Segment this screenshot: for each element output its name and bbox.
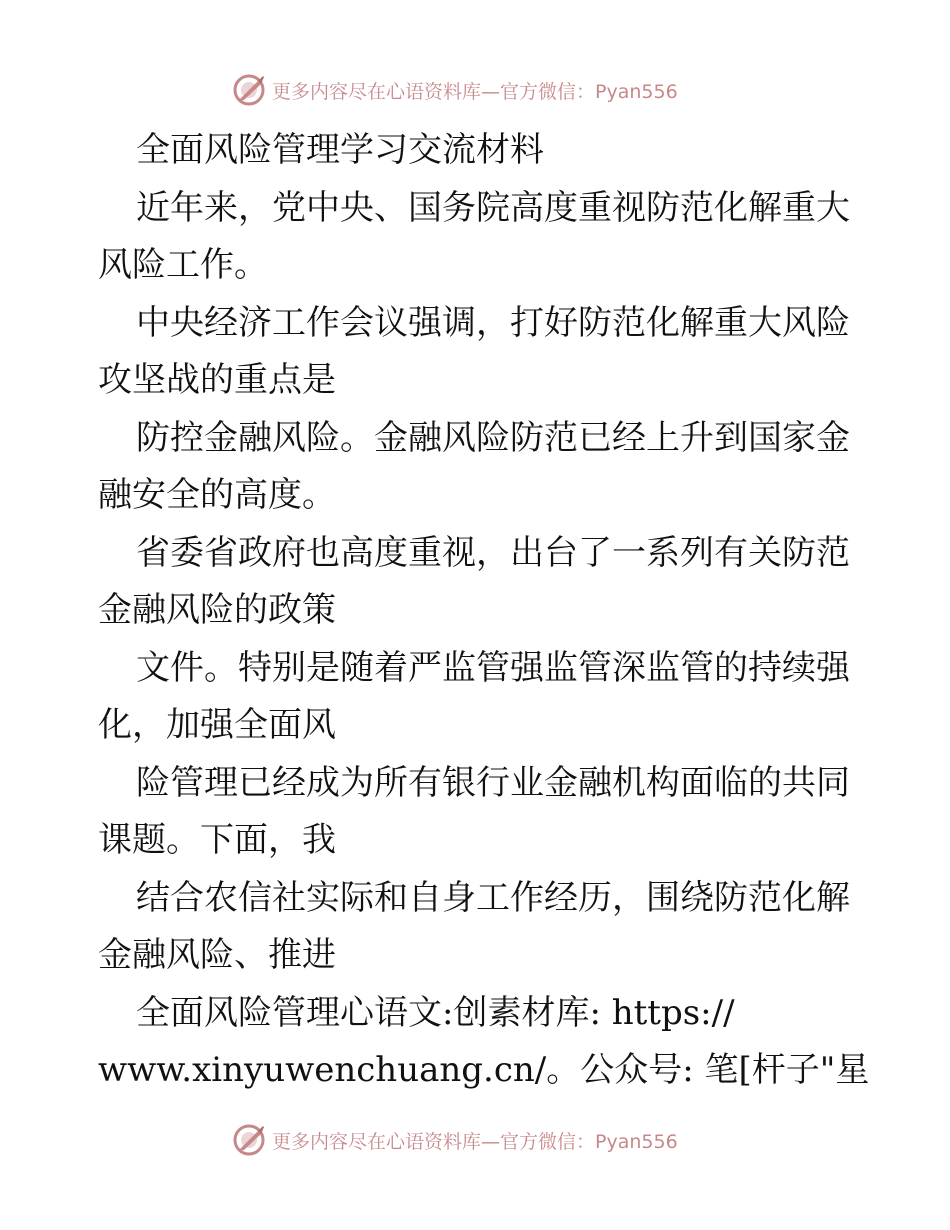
- paragraph-line: 省委省政府也高度重视，出台了一系列有关防范: [136, 532, 850, 573]
- paragraph-line: 风险工作。: [98, 245, 268, 285]
- watermark-banner-top: [232, 70, 678, 110]
- paragraph-line: 结合农信社实际和自身工作经历，围绕防范化解: [136, 877, 850, 918]
- paragraph-line: 融安全的高度。: [98, 475, 336, 515]
- watermark-banner-bottom: [232, 1120, 678, 1160]
- paragraph-line: 金融风险、推进: [98, 935, 336, 975]
- quill-seal-icon: [232, 73, 266, 107]
- paragraph-line: 金融风险的政策: [98, 590, 336, 630]
- document-body: [98, 122, 870, 1100]
- paragraph-line: 全面风险管理心语文:创素材库: https://: [136, 992, 735, 1033]
- paragraph-line: 近年来，党中央、国务院高度重视防范化解重大: [136, 187, 850, 228]
- watermark-text: 更多内容尽在心语资料库—官方微信：Pyan556: [272, 1130, 678, 1153]
- paragraph-line: 文件。特别是随着严监管强监管深监管的持续强: [136, 647, 850, 688]
- watermark-text: 更多内容尽在心语资料库—官方微信：Pyan556: [272, 80, 678, 103]
- quill-seal-icon: [232, 1123, 266, 1157]
- paragraph-line: 中央经济工作会议强调，打好防范化解重大风险: [136, 302, 850, 343]
- paragraph-line: 化，加强全面风: [98, 705, 336, 745]
- paragraph-line: 险管理已经成为所有银行业金融机构面临的共同: [136, 762, 850, 803]
- paragraph-line: 防控金融风险。金融风险防范已经上升到国家金: [136, 417, 850, 458]
- paragraph-line: www.xinyuwenchuang.cn/。公众号: 笔[杆子"星: [98, 1050, 870, 1090]
- paragraph-line: 课题。下面，我: [98, 820, 336, 860]
- paragraph-line: 攻坚战的重点是: [98, 360, 336, 400]
- document-title: 全面风险管理学习交流材料: [136, 130, 544, 170]
